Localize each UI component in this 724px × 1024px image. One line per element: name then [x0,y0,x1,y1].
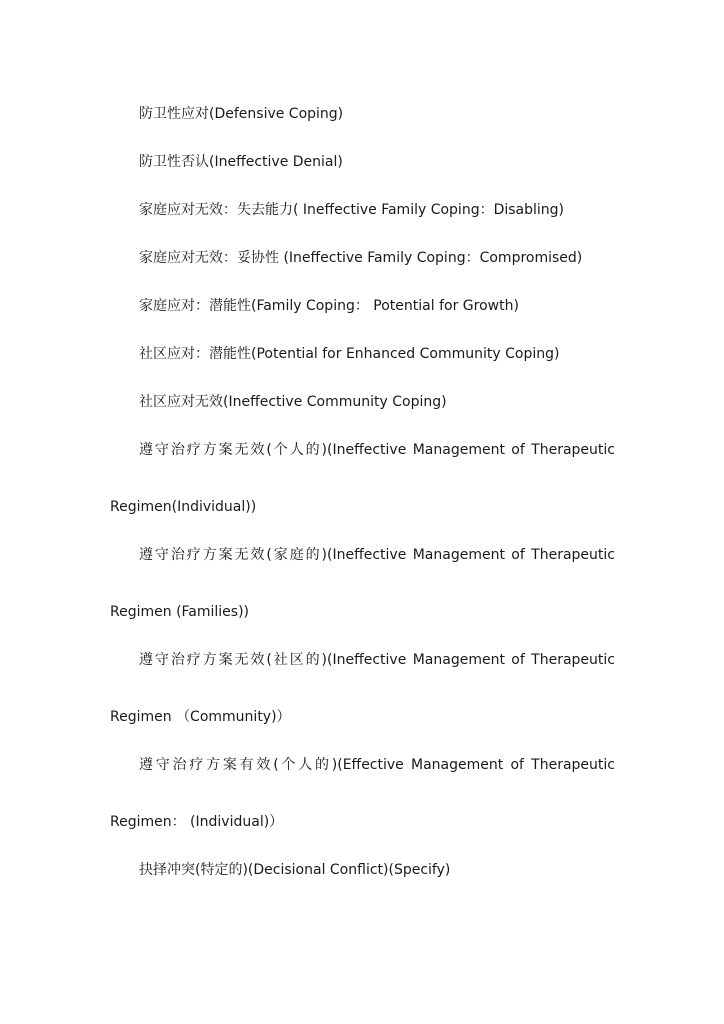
entry-ineffective-denial: 防卫性否认(Ineffective Denial) [139,154,343,170]
entry-regimen-individual-effective-cont: Regimen： (Individual)） [110,814,284,830]
entry-regimen-community-ineffective: 遵守治疗方案无效(社区的)(Ineffective Management of Therapeutic [139,652,615,668]
entry-regimen-families-ineffective: 遵守治疗方案无效(家庭的)(Ineffective Management of Therapeutic [139,547,615,563]
entry-family-coping-compromised: 家庭应对无效：妥协性 (Ineffective Family Coping：Compromised) [139,250,583,266]
entry-regimen-individual-effective: 遵守治疗方案有效(个人的)(Effective Management of Therapeutic [139,757,615,773]
entry-regimen-community-ineffective-cont: Regimen （Community)） [110,709,291,725]
entry-regimen-families-ineffective-cont: Regimen (Families)) [110,604,250,620]
entry-community-coping-potential: 社区应对：潜能性(Potential for Enhanced Community Coping) [139,346,560,362]
entry-defensive-coping: 防卫性应对(Defensive Coping) [139,106,344,122]
entry-family-coping-potential: 家庭应对：潜能性(Family Coping： Potential for Growth) [139,298,519,314]
entry-ineffective-community-coping: 社区应对无效(Ineffective Community Coping) [139,394,447,410]
entry-family-coping-disabling: 家庭应对无效：失去能力( Ineffective Family Coping：Disabling) [139,202,565,218]
entry-regimen-individual-ineffective: 遵守治疗方案无效(个人的)(Ineffective Management of Therapeutic [139,442,615,458]
entry-regimen-individual-ineffective-cont: Regimen(Individual)) [110,499,257,515]
entry-decisional-conflict: 抉择冲突(特定的)(Decisional Conflict)(Specify) [139,862,451,878]
